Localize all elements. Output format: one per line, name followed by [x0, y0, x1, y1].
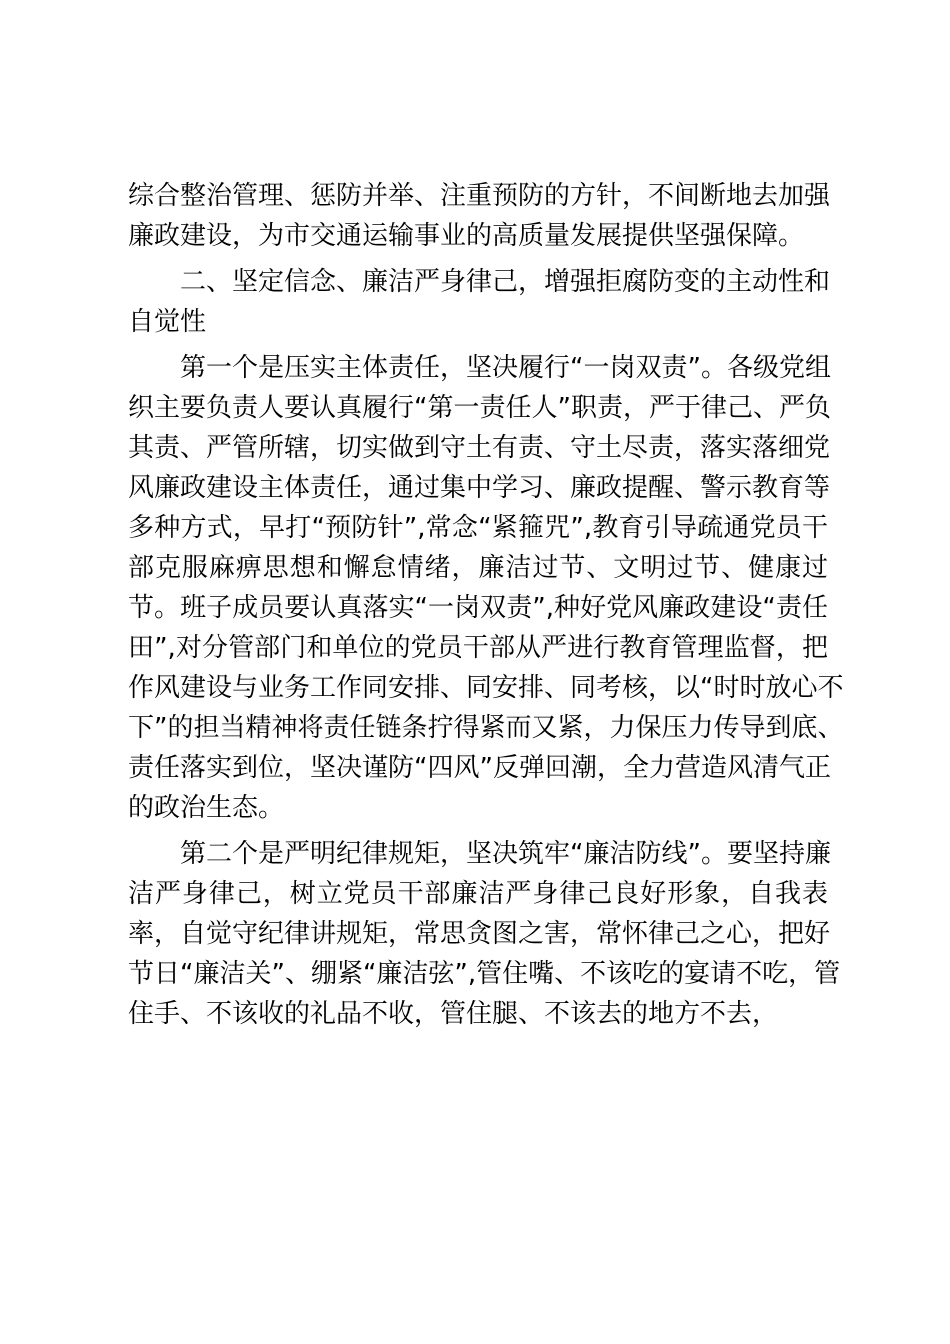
- text-line: 的政治生态。: [128, 793, 285, 823]
- text-line: 责任落实到位，坚决谨防“四风”反弹回潮，全力营造风清气正: [128, 753, 831, 783]
- text-line: 田”,对分管部门和单位的党员干部从严进行教育管理监督，把: [128, 633, 828, 663]
- text-line: 节。班子成员要认真落实“一岗双责”,种好党风廉政建设“责任: [128, 593, 828, 623]
- text-line: 作风建设与业务工作同安排、同安排、同考核，以“时时放心不: [128, 673, 844, 703]
- text-line: 住手、不该收的礼品不收，管住腿、不该去的地方不去，: [128, 999, 779, 1029]
- document-body: [128, 176, 844, 1034]
- text-line: 风廉政建设主体责任，通过集中学习、廉政提醒、警示教育等: [128, 473, 831, 503]
- text-line: 下”的担当精神将责任链条拧得紧而又紧，力保压力传导到底、: [128, 713, 844, 743]
- paragraph-intro: [128, 176, 831, 256]
- text-line: 其责、严管所辖，切实做到守土有责、守土尽责，落实落细党: [128, 433, 831, 463]
- text-line: 部克服麻痹思想和懈怠情绪，廉洁过节、文明过节、健康过: [128, 553, 828, 583]
- text-line: 多种方式，早打“预防针”,常念“紧箍咒”,教育引导疏通党员干: [128, 513, 828, 543]
- paragraph-discipline: [128, 834, 841, 1034]
- section-heading: [128, 262, 831, 342]
- text-line: 洁严身律己，树立党员干部廉洁严身律己良好形象，自我表: [128, 879, 828, 909]
- text-line: 综合整治管理、惩防并举、注重预防的方针，不间断地去加强: [128, 181, 831, 211]
- text-line: 第二个是严明纪律规矩，坚决筑牢“廉洁防线”。要坚持廉: [180, 839, 831, 869]
- text-line: 第一个是压实主体责任，坚决履行“一岗双责”。各级党组: [180, 353, 831, 383]
- text-line: 二、坚定信念、廉洁严身律己，增强拒腐防变的主动性和: [180, 267, 831, 297]
- text-line: 自觉性: [128, 307, 207, 337]
- text-line: 廉政建设，为市交通运输事业的高质量发展提供坚强保障。: [128, 221, 805, 251]
- paragraph-responsibility: [128, 348, 844, 828]
- text-line: 织主要负责人要认真履行“第一责任人”职责，严于律己、严负: [128, 393, 831, 423]
- text-line: 节日“廉洁关”、绷紧“廉洁弦”,管住嘴、不该吃的宴请不吃，管: [128, 959, 841, 989]
- text-line: 率，自觉守纪律讲规矩，常思贪图之害，常怀律己之心，把好: [128, 919, 831, 949]
